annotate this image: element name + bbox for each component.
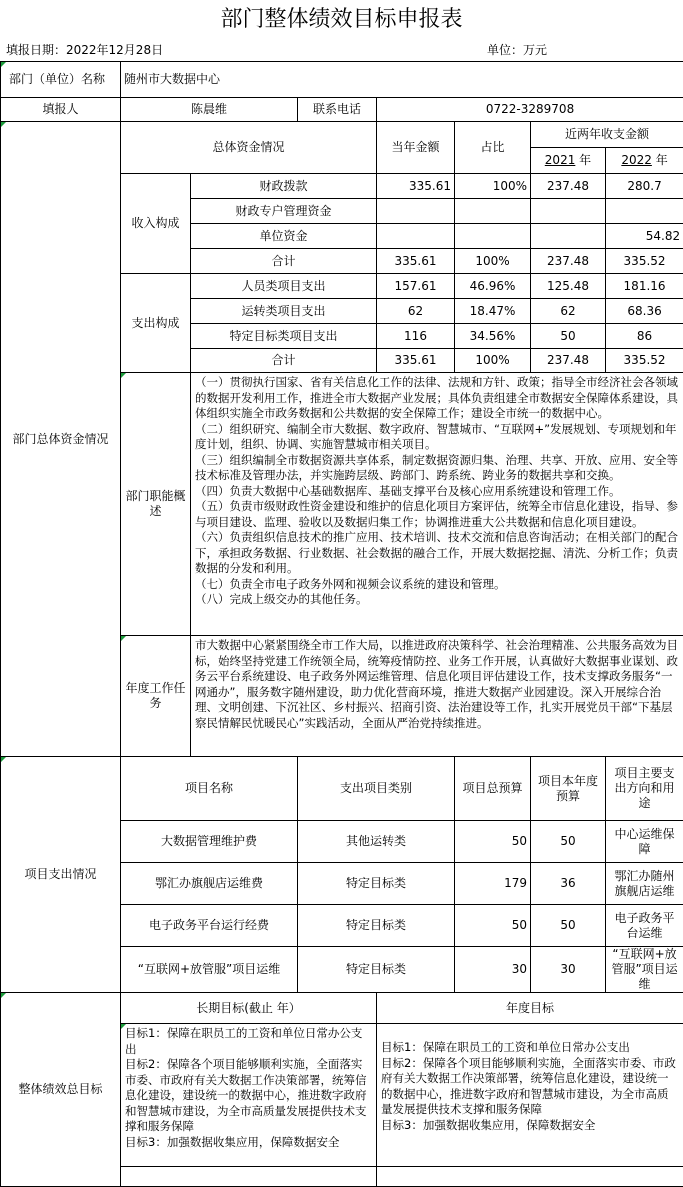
income-current: 335.61	[377, 174, 455, 199]
income-item-name: 财政拨款	[191, 174, 377, 199]
function-item: （一）贯彻执行国家、省有关信息化工作的法律、法规和方针、政策；指导全市经济社会各领域的数据开发利用工作，推进全市大数据产业发展；具体负责组建全市数据安全保障体系建设，具体组织实施全市政务数据和公共数据的安全保障工作；建设全市统一的数据中心。	[195, 375, 678, 420]
annual-goal: 目标3：加强数据收集应用，保障数据安全	[381, 1117, 596, 1132]
income-current	[377, 199, 455, 224]
project-total: 30	[455, 947, 531, 993]
income-2022: 280.7	[606, 174, 683, 199]
income-current	[377, 224, 455, 249]
expense-2021: 125.48	[531, 274, 606, 299]
project-name: 大数据管理维护费	[121, 821, 298, 863]
project-usage: 中心运维保障	[606, 821, 683, 863]
projects-label: 项目支出情况	[1, 757, 121, 993]
project-category: 特定目标类	[298, 905, 455, 947]
expense-total-2021: 237.48	[531, 349, 606, 373]
expense-total-name: 合计	[191, 349, 377, 373]
project-name: “互联网+放管服”项目运维	[121, 947, 298, 993]
project-header-total: 项目总预算	[455, 757, 531, 821]
phone-label: 联系电话	[298, 98, 377, 122]
income-label: 收入构成	[121, 174, 191, 274]
funds-col-recent: 近两年收支金额	[531, 122, 683, 148]
project-category: 特定目标类	[298, 947, 455, 993]
long-term-blank	[121, 1167, 377, 1187]
income-2022: 54.82	[606, 224, 683, 249]
project-annual: 30	[531, 947, 606, 993]
project-total: 50	[455, 821, 531, 863]
dept-label: 部门（单位）名称	[1, 62, 121, 98]
project-usage: 鄂汇办随州旗舰店运维	[606, 863, 683, 905]
expense-item-name: 运转类项目支出	[191, 299, 377, 324]
phone-value: 0722-3289708	[377, 98, 683, 122]
long-term-goal: 目标1：保障在职员工的工资和单位日常办公支出	[125, 1026, 363, 1056]
project-total: 179	[455, 863, 531, 905]
long-term-goal: 目标3：加强数据收集应用，保障数据安全	[125, 1134, 340, 1149]
performance-form-table	[0, 61, 683, 1187]
function-item: （八）完成上级交办的其他任务。	[195, 592, 368, 606]
project-category: 特定目标类	[298, 863, 455, 905]
unit-label: 单位：万元	[487, 43, 548, 57]
expense-2021: 62	[531, 299, 606, 324]
income-total-2022: 335.52	[606, 249, 683, 274]
expense-current: 116	[377, 324, 455, 349]
reporter-name: 陈晨维	[121, 98, 298, 122]
income-total-2021: 237.48	[531, 249, 606, 274]
annual-goal-header: 年度目标	[377, 993, 683, 1024]
year-2021-header: 2021 年	[531, 148, 606, 174]
reporter-label: 填报人	[1, 98, 121, 122]
page-title: 部门整体绩效目标申报表	[220, 7, 463, 32]
function-item: （七）负责全市电子政务外网和视频会议系统的建设和管理。	[195, 576, 506, 591]
expense-ratio: 18.47%	[455, 299, 531, 324]
annual-label: 年度工作任务	[121, 636, 191, 757]
function-item: （三）组织编制全市数据资源共享体系，制定数据资源归集、治理、共享、开放、应用、安全等技术标准及管理办法，并实施跨层级、跨部门、跨系统、跨业务的数据共享和交换。	[195, 452, 678, 482]
annual-blank	[377, 1167, 683, 1187]
year-2022-header: 2022 年	[606, 148, 683, 174]
project-header-name: 项目名称	[121, 757, 298, 821]
functions-label: 部门职能概述	[121, 373, 191, 636]
expense-ratio: 46.96%	[455, 274, 531, 299]
annual-goals	[377, 1024, 683, 1167]
fill-date: 填报日期：2022年12月28日	[6, 43, 164, 57]
income-item-name: 单位资金	[191, 224, 377, 249]
project-usage: “互联网+放管服”项目运维	[606, 947, 683, 993]
function-item: （二）组织研究、编制全市大数据、数字政府、智慧城市、“互联网+”发展规划、专项规划和年度计划，组织、协调、实施智慧城市相关项目。	[195, 421, 677, 451]
long-term-goal: 目标2：保障各个项目能够顺利实施，全面落实市委、市政府有关大数据工作决策部署，统筹信息化建设，建设统一的数据中心，推进数字政府和智慧城市建设，为全市高质量发展提供技术支撑和服务保障	[125, 1057, 367, 1133]
annual-goal: 目标1：保障在职员工的工资和单位日常办公支出	[381, 1040, 630, 1054]
long-term-goals	[121, 1024, 377, 1167]
expense-2022: 86	[606, 324, 683, 349]
function-item: （五）负责市级财政性资金建设和维护的信息化项目方案评估，统筹全市信息化建设，指导、参与项目建设、监理、验收以及数据归集工作；协调推进重大公共数据和信息化项目建设。	[195, 499, 678, 529]
expense-2022: 181.16	[606, 274, 683, 299]
expense-item-name: 人员类项目支出	[191, 274, 377, 299]
expense-total-ratio: 100%	[455, 349, 531, 373]
project-total: 50	[455, 905, 531, 947]
expense-item-name: 特定目标类项目支出	[191, 324, 377, 349]
long-term-header: 长期目标(截止 年）	[121, 993, 377, 1024]
project-annual: 36	[531, 863, 606, 905]
project-usage: 电子政务平台运维	[606, 905, 683, 947]
project-header-category: 支出项目类别	[298, 757, 455, 821]
expense-current: 62	[377, 299, 455, 324]
annual-text: 市大数据中心紧紧围绕全市工作大局，以推进政府决策科学、社会治理精准、公共服务高效为目标，始终坚持党建工作统领全局，统筹疫情防控、业务工作开展，认真做好大数据事业谋划、政务云平台系统建设、电子政务外网运维管理、信息化项目评估建设工作，技术支撑政务服务“一网通办”，服务数字随州建设，助力优化营商环境，推进大数据产业园建设。深入开展综合治理、文明创建、下沉社区、乡村振兴、招商引资、法治建设等工作，扎实开展党员干部“下基层察民情解民忧暖民心”实践活动，全面从严治党持续推进。	[191, 636, 683, 757]
goals-label: 整体绩效总目标	[1, 993, 121, 1187]
project-category: 其他运转类	[298, 821, 455, 863]
funds-section-label: 部门总体资金情况	[1, 122, 121, 757]
income-2021	[531, 199, 606, 224]
funds-col-ratio: 占比	[455, 122, 531, 174]
dept-name: 随州市大数据中心	[121, 62, 683, 98]
expense-total-current: 335.61	[377, 349, 455, 373]
function-item: （四）负责大数据中心基础数据库、基础支撑平台及核心应用系统建设和管理工作。	[195, 483, 621, 498]
funds-col-current: 当年金额	[377, 122, 455, 174]
income-total-name: 合计	[191, 249, 377, 274]
project-name: 鄂汇办旗舰店运维费	[121, 863, 298, 905]
project-name: 电子政务平台运行经费	[121, 905, 298, 947]
annual-goal: 目标2：保障各个项目能够顺利实施，全面落实市委、市政府有关大数据工作决策部署，统筹信息化建设，建设统一的数据中心，推进数字政府和智慧城市建设，为全市高质量发展提供技术支撑和服务保障	[381, 1055, 676, 1116]
income-total-ratio: 100%	[455, 249, 531, 274]
expense-ratio: 34.56%	[455, 324, 531, 349]
expense-current: 157.61	[377, 274, 455, 299]
income-ratio	[455, 199, 531, 224]
project-header-usage: 项目主要支出方向和用途	[606, 757, 683, 821]
expense-total-2022: 335.52	[606, 349, 683, 373]
expense-label: 支出构成	[121, 274, 191, 373]
income-total-current: 335.61	[377, 249, 455, 274]
income-2021	[531, 224, 606, 249]
income-2022	[606, 199, 683, 224]
funds-col-total: 总体资金情况	[121, 122, 377, 174]
project-annual: 50	[531, 905, 606, 947]
project-annual: 50	[531, 821, 606, 863]
expense-2021: 50	[531, 324, 606, 349]
project-header-annual: 项目本年度预算	[531, 757, 606, 821]
income-ratio	[455, 224, 531, 249]
expense-2022: 68.36	[606, 299, 683, 324]
income-ratio: 100%	[455, 174, 531, 199]
income-item-name: 财政专户管理资金	[191, 199, 377, 224]
income-2021: 237.48	[531, 174, 606, 199]
functions-text	[191, 373, 683, 636]
function-item: （六）负责组织信息技术的推广应用、技术培训、技术交流和信息咨询活动；在相关部门的配合下，承担政务数据、行业数据、社会数据的融合工作，开展大数据挖掘、清洗、分析工作；负责数据的分发和利用。	[195, 530, 678, 575]
